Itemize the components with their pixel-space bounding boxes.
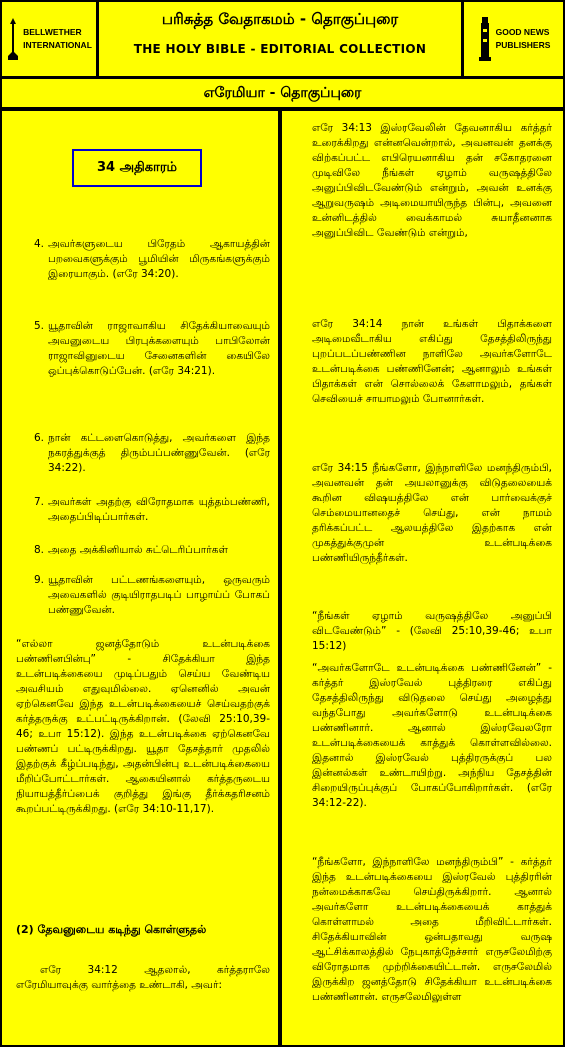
commentary-paragraph: “அவர்களோடே உடன்படிக்கை பண்ணினேன்” - கர்த்தர் இஸ்ரவேல் புத்திரரை எகிப்து தேசத்திலிருந்து விடுதலை செய்து அழைத்து வந்தபோது அவர்களோடு உடன்படிக்கை பண்ணினார். ஆனால் இஸ்ரவேலரோ உடன்படிக்கையைக் காத்துக் கொள்ளவில்லை. இதனால் இஸ்ரவேல் புத்திரருக்குப் பல இன்னல்கள் உண்டாயிற்று. அந்நிய தேசத்தின் சிறையிருப்புக்குப் போகப்போகிறார்கள். (எரே 34:12-22).: [312, 662, 552, 809]
header-title-tamil: பரிசுத்த வேதாகமம் - தொகுப்புரை: [161, 10, 399, 28]
chapter-heading: 34 அதிகாரம்: [72, 149, 202, 187]
list-item: 9. யூதாவின் பட்டணங்களையும், ஒருவரும் அவைகளில் குடியிராதபடிப் பாழாய்ப் போகப் பண்ணுவேன்.: [34, 574, 270, 616]
logo-line-2: PUBLISHERS: [495, 40, 551, 50]
good-news-logo: [464, 2, 563, 76]
section-banner: [2, 79, 563, 107]
section-heading: (2) தேவனுடைய கடிந்து கொள்ளுதல்: [16, 923, 207, 936]
list-item: 6. நான் கட்டளைகொடுத்து, அவர்களை இந்த நகரத்துக்குத் திரும்பப்பண்ணுவேன். (எரே 34:22).: [34, 432, 270, 474]
section-title: எரேமியா - தொகுப்புரை: [203, 85, 362, 101]
commentary-paragraph: “எல்லா ஜனத்தோடும் உடன்படிக்கை பண்ணினபின்பு” - சிதேக்கியா இந்த உடன்படிக்கையை முடிப்பதும் செய்ய வேண்டிய அவசியம் எதுவுமில்லை. ஏனெனில் அவன் ஏற்கெனவே இந்த உடன்படிக்கையைச் செய்வதற்குக் கர்த்தருக்கு உட்பட்டிருக்கிறான். (லேவி 25:10,39-46; உபா 15:12). இந்த உடன்படிக்கை ஏற்கெனவே பண்ணப் பட்டிருக்கிறது. யூதா தேசத்தார் முதலில் இதற்குக் கீழ்ப்படிந்து, அதன்பின்பு உடன்படிக்கையை மீறிப்போட்டார்கள். ஆகையினால் கர்த்தருடைய நியாயத்தீர்ப்பைக் குறித்து இங்கு தீர்க்கதரிசனம் கூறப்பட்டிருக்கிறது. (எரே 34:10-11,17).: [16, 638, 270, 815]
logo-line-1: BELLWETHER: [23, 27, 82, 37]
commentary-paragraph: “நீங்களோ, இந்நாளிலே மனந்திரும்பி” - கர்த்தர் இந்த உடன்படிக்கையை இஸ்ரவேல் புத்திரரின் நன்மைக்காகவே செய்திருக்கிறார். ஆனால் அவர்களோ உடன்படிக்கையைக் காத்துக் கொள்ளாமல் அதை மீறிவிட்டார்கள். சிதேக்கியாவின் ஒன்பதாவது வருஷ ஆட்சிக்காலத்தில் நேபுகாத்நேச்சார் எருசலேமிற்கு விரோதமாக முற்றிக்கையிட்டான். எருசலேமில் இருக்கிற ஜனத்தோடு சிதேக்கியா உடன்படிக்கை பண்ணினான். எருசலேமிலுள்ள: [312, 856, 552, 1003]
verse-paragraph: எரே 34:15 நீங்களோ, இந்நாளிலே மனந்திரும்பி, அவனவன் தன் அயலானுக்கு விடுதலையைக் கூறின விஷயத்திலே என் பார்வைக்குச் செம்மையானதைச் செய்து, என் நாமம் தரிக்கப்பட்ட ஆலயத்திலே இதற்காக என் முகத்துக்குமுன் உடன்படிக்கை பண்ணியிருந்தீர்கள்.: [312, 462, 552, 564]
header-title-english: THE HOLY BIBLE - EDITORIAL COLLECTION: [133, 42, 427, 56]
bellwether-logo: [2, 2, 96, 76]
verse-paragraph: எரே 34:13 இஸ்ரவேலின் தேவனாகிய கர்த்தர் உரைக்கிறது என்னவென்றால், அவனவன் தனக்கு விற்கப்பட்ட எபிரெயனாகிய தன் சகோதரனை முடிவிலே நீங்கள் ஏழாம் வருஷத்திலே அனுப்பிவிடவேண்டும் என்றும், அவன் உனக்கு ஆறுவருஷம் அடிமையாயிருந்த பின்பு, அவனை உன்னிடத்தில் வைக்காமல் சுயாதீனனாக அனுப்பிவிட வேண்டும் என்றும்,: [312, 122, 552, 239]
logo-line-1: GOOD NEWS: [495, 27, 550, 37]
left-column: [2, 111, 278, 1045]
verse-paragraph: எரே 34:14 நான் உங்கள் பிதாக்களை அடிமைவீடாகிய எகிப்து தேசத்திலிருந்து புறப்படப்பண்ணின நாளிலே அவர்களோடே உடன்படிக்கை பண்ணினேன்; ஆனாலும் உங்கள் பிதாக்கள் என் சொல்லைக் கேளாமலும், தங்கள் செவியைச் சாயாமலும் போனார்கள்.: [312, 318, 552, 405]
lamp-icon: [6, 16, 20, 62]
header-title-box: [99, 2, 461, 76]
list-item: 4. அவர்களுடைய பிரேதம் ஆகாயத்தின் பறவைகளுக்கும் பூமியின் மிருகங்களுக்கும் இரையாகும். (எரே 34:20).: [34, 238, 270, 280]
logo-line-2: INTERNATIONAL: [23, 40, 92, 50]
list-item: 8. அதை அக்கினியால் சுட்டெரிப்பார்கள்: [34, 544, 228, 556]
commentary-paragraph: “நீங்கள் ஏழாம் வருஷத்திலே அனுப்பி விடவேண்டும்” - (லேவி 25:10,39-46; உபா 15:12): [312, 610, 552, 652]
list-item: 5. யூதாவின் ராஜாவாகிய சிதேக்கியாவையும் அவனுடைய பிரபுக்களையும் பாபிலோன் ராஜாவினுடைய சேனைகளின் கையிலே ஒப்புக்கொடுப்பேன். (எரே 34:21).: [34, 320, 270, 377]
verse-paragraph: எரே 34:12 ஆதலால், கர்த்தராலே எரேமியாவுக்கு வார்த்தை உண்டாகி, அவர்:: [16, 964, 270, 991]
list-item: 7. அவர்கள் அதற்கு விரோதமாக யுத்தம்பண்ணி, அதைப்பிடிப்பார்கள்.: [34, 496, 270, 523]
right-column: [282, 111, 563, 1045]
tower-icon: [477, 15, 493, 63]
